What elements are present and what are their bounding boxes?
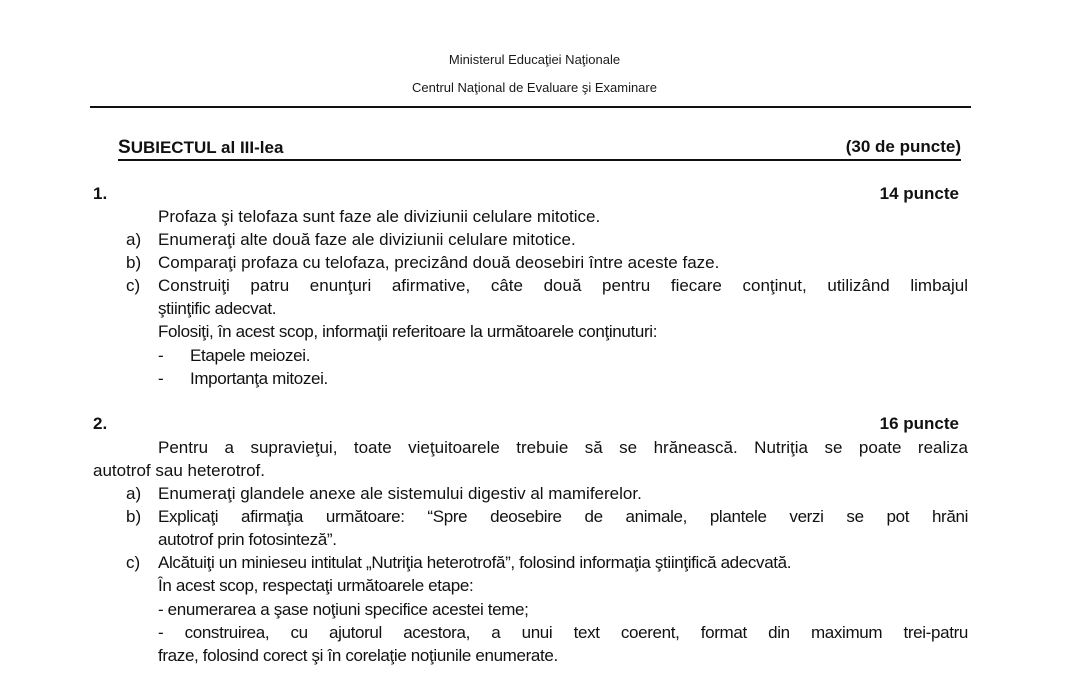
item-number: 1. — [93, 184, 108, 203]
bullet-text: Etapele meiozei. — [190, 346, 311, 365]
question-text: Construiţi patru enunţuri afirmative, câte două pentru fiecare conţinut, utilizând limbajul — [158, 276, 968, 295]
question-text: Enumeraţi alte două faze ale diviziunii celulare mitotice. — [158, 230, 576, 249]
ministry-name: Ministerul Educaţiei Naţionale — [448, 52, 621, 67]
item-points: 16 puncte — [879, 414, 959, 433]
step-item: - enumerarea a şase noţiuni specifice acestei teme; — [158, 600, 529, 619]
bullet-dash: - — [158, 346, 164, 365]
question-label: a) — [126, 484, 142, 503]
subject-heading — [118, 137, 961, 161]
step-item-continued: fraze, folosind corect şi în corelaţie noţiunile enumerate. — [158, 646, 558, 665]
question-text: Comparaţi profaza cu telofaza, precizând două deosebiri între aceste faze. — [158, 253, 720, 272]
item-intro: Profaza şi telofaza sunt faze ale diviziunii celulare mitotice. — [158, 207, 601, 226]
question-instruction: În acest scop, respectaţi următoarele etape: — [158, 576, 474, 595]
step-item: - construirea, cu ajutorul acestora, a unui text coerent, format din maximum trei-patru — [158, 623, 968, 642]
bullet-dash: - — [158, 369, 164, 388]
question-label: c) — [126, 276, 141, 295]
question-label: b) — [126, 253, 142, 272]
evaluation-center-name: Centrul Naţional de Evaluare şi Examinare — [412, 80, 657, 95]
item-number: 2. — [93, 414, 108, 433]
question-label: b) — [126, 507, 142, 526]
question-label: c) — [126, 553, 141, 572]
item-points: 14 puncte — [879, 184, 959, 203]
subject-title-initial: S — [118, 137, 131, 158]
subject-points: (30 de puncte) — [845, 137, 961, 156]
question-text-continued: autotrof prin fotosinteză”. — [158, 530, 337, 549]
bullet-text: Importanţa mitozei. — [190, 369, 328, 388]
item-intro: Pentru a supravieţui, toate vieţuitoarele trebuie să se hrănească. Nutriţia se poate realiza — [158, 438, 968, 457]
question-text: Enumeraţi glandele anexe ale sistemului digestiv al mamiferelor. — [158, 484, 642, 503]
header-divider — [90, 106, 971, 108]
subject-title-rest: UBIECTUL al III-lea — [130, 138, 284, 157]
question-text: Explicaţi afirmaţia următoare: “Spre deosebire de animale, plantele verzi se pot hrăni — [158, 507, 968, 526]
question-instruction: Folosiţi, în acest scop, informaţii referitoare la următoarele conţinuturi: — [158, 322, 658, 341]
item-intro-continued: autotrof sau heterotrof. — [93, 461, 265, 480]
question-text: Alcătuiţi un minieseu intitulat „Nutriţia heterotrofă”, folosind informaţia ştiinţifică adecvată. — [158, 553, 792, 572]
question-text-continued: ştiinţific adecvat. — [158, 299, 277, 318]
subject-title — [118, 137, 283, 159]
question-label: a) — [126, 230, 142, 249]
